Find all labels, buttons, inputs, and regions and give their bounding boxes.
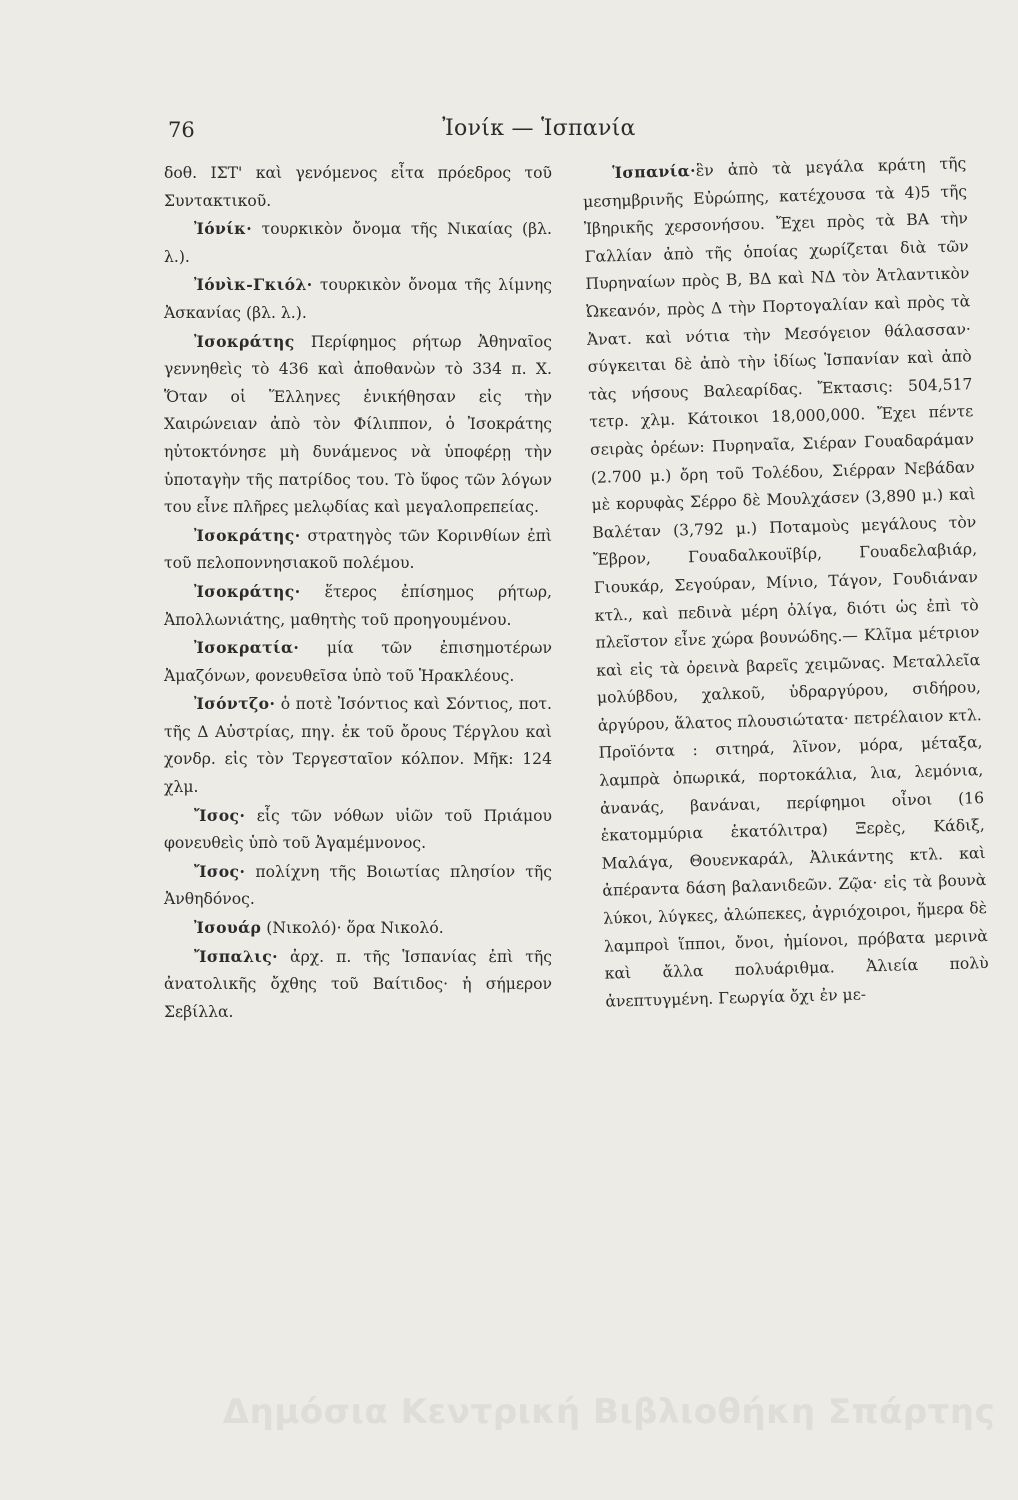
entry-text: στρατηγὸς τῶν Κορινθίων ἐπὶ τοῦ πελοποννησιακοῦ πολέμου. xyxy=(164,526,552,573)
dictionary-entry xyxy=(164,215,552,271)
dictionary-entry xyxy=(164,522,552,578)
entry-headword: Ἰόνὶκ-Γκιόλ· xyxy=(194,275,313,295)
entry-text: ἓν ἀπὸ τὰ μεγάλα κράτη τῆς μεσημβρινῆς Εὐρώπης, κατέχουσα τὰ 4)5 τῆς Ἰβηρικῆς χερσονήσου. Ἔχει πρὸς τὰ ΒΑ τὴν Γαλλίαν ἀπὸ τῆς ὁποίας χωρίζεται διὰ τῶν Πυρηναίων πρὸς Β, ΒΔ καὶ ΝΔ τὸν Ἀτλαντικὸν Ὠκεανόν, πρὸς Δ τὴν Πορτογαλίαν καὶ πρὸς τὰ Ἀνατ. καὶ νότια τὴν Μεσόγειον θάλασσαν· σύγκειται δὲ ἀπὸ τὴν ἰδίως Ἱσπανίαν καὶ ἀπὸ τὰς νήσους Βαλεαρίδας. Ἔκτασις: 504,517 τετρ. χλμ. Κάτοικοι 18,000,000. Ἔχει πέντε σειρὰς ὀρέων: Πυρηναῖα, Σιέραν Γουαδαράμαν (2.700 μ.) ὄρη τοῦ Τολέδου, Σιέρραν Νεβάδαν μὲ κορυφὰς Σέρρο δὲ Μουλχάσεν (3,890 μ.) καὶ Βαλέταν (3,792 μ.) Ποταμοὺς μεγάλους τὸν Ἔβρον, Γουαδαλκουϊβίρ, Γουαδελαβιάρ, Γιουκάρ, Σεγούραν, Μίνιο, Τάγον, Γουδιάναν κτλ., καὶ πεδινὰ μέρη ὀλίγα, διότι ὡς ἐπὶ τὸ πλεῖστον εἶνε χώρα βουνώδης.— Κλῖμα μέτριον καὶ εἰς τὰ ὀρεινὰ βαρεῖς χειμῶνας. Μεταλλεῖα μολύβδου, χαλκοῦ, ὑδραργύρου, σιδήρου, ἀργύρου, ἅλατος πλουσιώτατα· πετρέλαιον κτλ. Προϊόντα : σιτηρά, λῖνον, μόρα, μέταξα, λαμπρὰ ὀπωρικά, πορτοκάλια, λια, λεμόνια, ἀνανάς, βανάναι, περίφημοι οἶνοι (16 ἑκατομμύρια ἑκατόλιτρα) Ξερὲς, Κάδιξ, Μαλάγα, Θουενκαράλ, Ἀλικάντης κτλ. καὶ ἀπέραντα δάση βαλανιδεῶν. Ζῷα· εἰς τὰ βουνὰ λύκοι, λύγκες, ἀλώπεκες, ἀγριόχοιροι, ἥμερα δὲ λαμπροὶ ἵπποι, ὄνοι, ἡμίονοι, πρόβατα μερινὰ καὶ ἄλλα πολυάριθμα. Ἀλιεία πολὺ ἀνεπτυγμένη. Γεωργία ὄχι ἐν με- xyxy=(582,154,989,1011)
entry-text: ἀρχ. π. τῆς Ἱσπανίας ἐπὶ τῆς ἀνατολικῆς ὄχθης τοῦ Βαίτιδος· ἡ σήμερον Σεβίλλα. xyxy=(164,947,552,1021)
dictionary-entry xyxy=(164,328,552,522)
entry-headword: Ἰσοκράτης· xyxy=(194,581,301,601)
right-column xyxy=(582,149,990,1016)
entry-headword: Ἴσος· xyxy=(194,805,246,825)
entry-text: δοθ. ΙΣΤ' καὶ γενόμενος εἶτα πρόεδρος τοῦ Συντακτικοῦ. xyxy=(164,164,552,210)
entry-text: (Νικολό)· ὅρα Νικολό. xyxy=(261,919,444,938)
page-number: 76 xyxy=(168,118,195,142)
entry-text: Περίφημος ρήτωρ Ἀθηναῖος γεννηθεὶς τὸ 436 καὶ ἀποθανὼν τὸ 334 π. Χ. Ὅταν οἱ Ἕλληνες ἐνικήθησαν εἰς τὴν Χαιρώνειαν ἀπὸ τὸν Φίλιππον, ὁ Ἰσοκράτης ηὐτοκτόνησε μὴ δυνάμενος νὰ ὑποφέρῃ τὴν ὑποταγὴν τῆς πατρίδος του. Τὸ ὕφος τῶν λόγων του εἶνε πλῆρες μελῳδίας καὶ μεγαλοπρεπείας. xyxy=(164,332,552,517)
entry-headword: Ἱσπανία· xyxy=(612,160,697,183)
dictionary-entry xyxy=(164,578,552,634)
entry-text: πολίχνη τῆς Βοιωτίας πλησίον τῆς Ἀνθηδόνος. xyxy=(164,862,552,909)
running-head: Ἰονίκ — Ἱσπανία xyxy=(442,116,636,141)
dictionary-entry xyxy=(164,271,552,327)
entry-text: ὁ ποτὲ Ἰσόντιος καὶ Σόντιος, ποτ. τῆς Δ Αὐστρίας, πηγ. ἐκ τοῦ ὄρους Τέργλου καὶ χονδρ. εἰς τὸν Τεργεσταῖον κόλπον. Μῆκ: 124 χλμ. xyxy=(164,695,552,797)
entry-text: ἕτερος ἐπίσημος ρήτωρ, Ἀπολλωνιάτης, μαθητὴς τοῦ προηγουμένου. xyxy=(164,582,552,629)
entry-headword: Ἰσοκρατία· xyxy=(194,638,300,658)
entry-headword: Ἰόνίκ· xyxy=(194,219,253,239)
entry-headword: Ἴσπαλις· xyxy=(194,946,278,966)
entry-headword: Ἰσοκράτης· xyxy=(194,525,301,545)
entry-text: εἷς τῶν νόθων υἱῶν τοῦ Πριάμου φονευθεὶς ὑπὸ τοῦ Ἀγαμέμνονος. xyxy=(164,806,552,853)
dictionary-entry xyxy=(164,160,552,215)
entry-headword: Ἰσοκράτης xyxy=(194,331,295,351)
library-watermark: Δημόσια Κεντρική Βιβλιοθήκη Σπάρτης xyxy=(222,1392,996,1432)
dictionary-entry xyxy=(582,149,990,1016)
entry-headword: Ἰσουάρ xyxy=(194,918,262,938)
entry-text: τουρκικὸν ὄνομα τῆς Νικαίας (βλ. λ.). xyxy=(164,220,552,266)
entry-text: τουρκικὸν ὄνομα τῆς λίμνης Ἀσκανίας (βλ. λ.). xyxy=(164,276,552,322)
dictionary-entry xyxy=(164,943,552,1027)
dictionary-entry xyxy=(164,802,552,858)
entry-text: μία τῶν ἐπισημοτέρων Ἀμαζόνων, φονευθεῖσα ὑπὸ τοῦ Ἡρακλέους. xyxy=(164,639,552,685)
dictionary-entry xyxy=(164,914,552,943)
dictionary-entry xyxy=(164,634,552,690)
entry-headword: Ἰσόντζο· xyxy=(194,694,276,714)
entry-headword: Ἴσος· xyxy=(194,861,246,881)
left-column xyxy=(164,160,552,1026)
dictionary-entry xyxy=(164,690,552,801)
dictionary-entry xyxy=(164,858,552,914)
